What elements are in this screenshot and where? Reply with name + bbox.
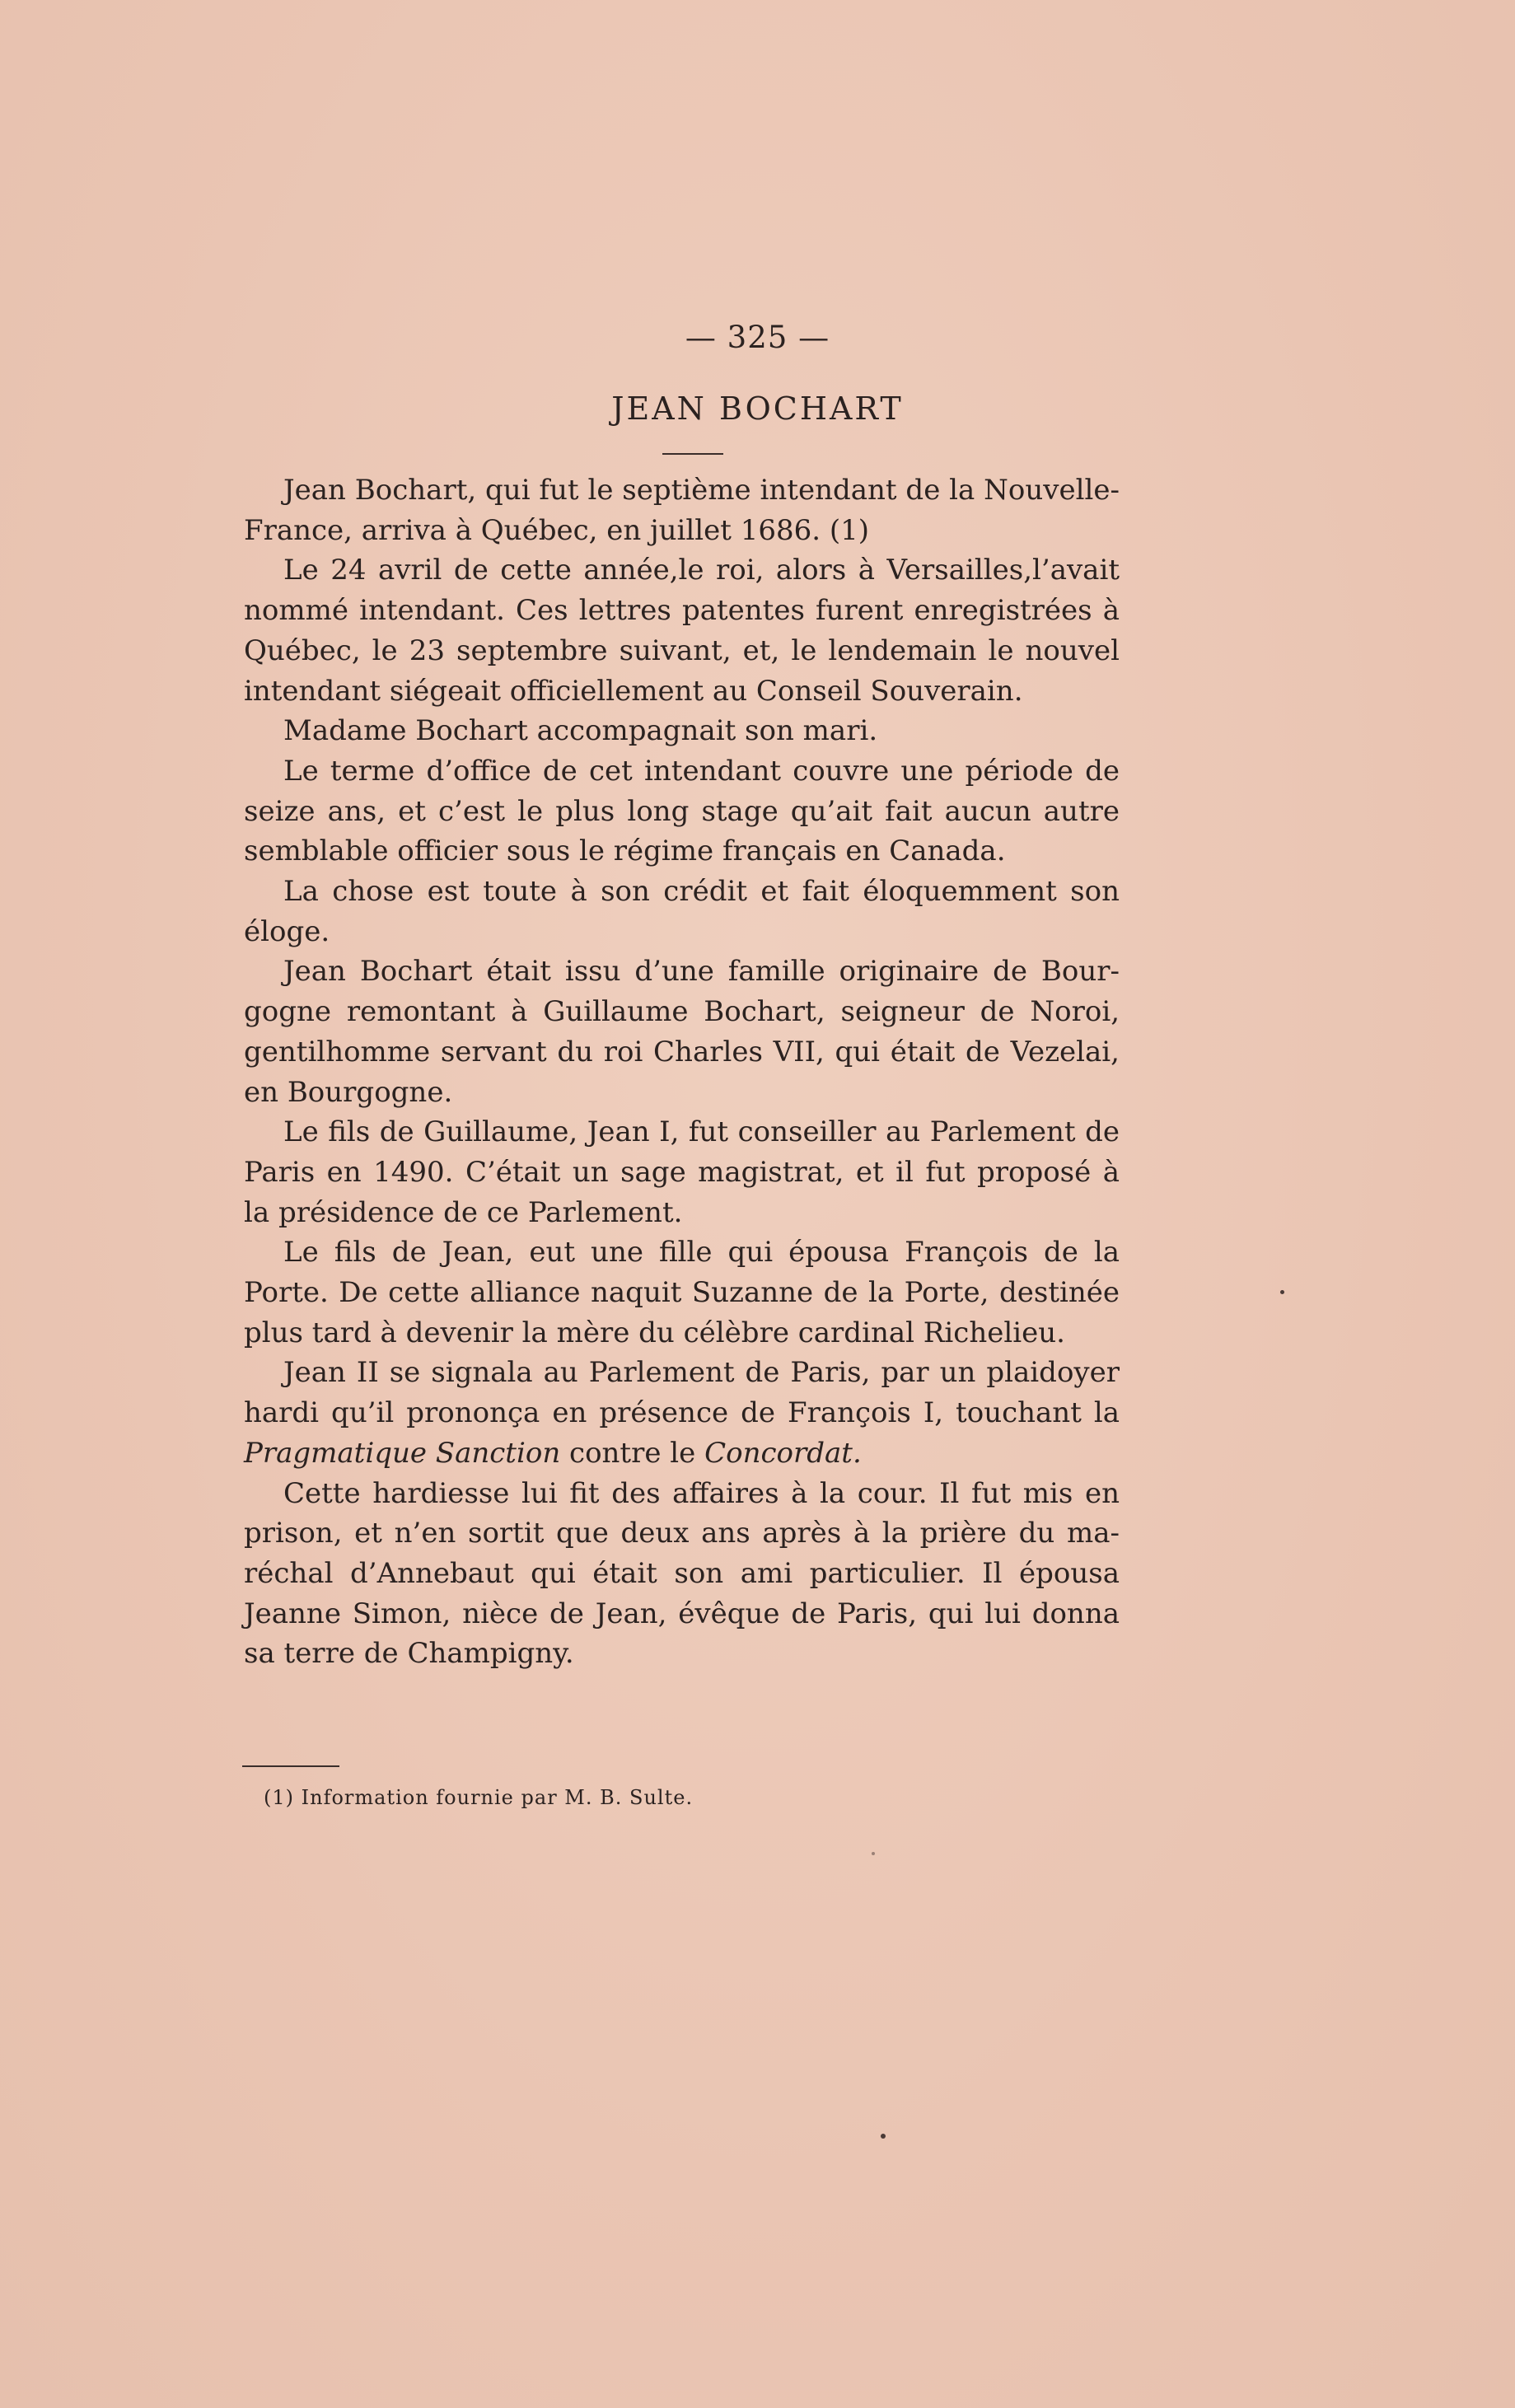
paragraph-9-text-mid: contre le	[560, 1436, 705, 1470]
chapter-title: JEAN BOCHART	[611, 390, 904, 427]
pragmatique-sanction-italic: Pragmatique Sanction	[244, 1436, 561, 1470]
paragraph-5: La chose est toute à son crédit et fait éloquemment son éloge.	[244, 875, 1120, 948]
paragraph-7: Le fils de Guillaume, Jean I, fut conseiller au Parlement de Paris en 1490. C’était un sage magistrat, et il fut proposé à la présidence de ce Parlement.	[244, 1115, 1120, 1229]
footnote: (1) Information fournie par M. B. Sulte.	[264, 1786, 694, 1809]
title-divider	[662, 453, 723, 455]
paragraph-2: Le 24 avril de cette année,le roi, alors à Versailles,l’avait nommé intendant. Ces lettres patentes furent enregistrées à Québec, le 23 septembre suivant, et, le lendemain le nouvel intendant siégeait officiellement au Conseil Souverain.	[244, 554, 1120, 708]
paragraph-4: Le terme d’office de cet intendant couvre une période de seize ans, et c’est le plus long stage qu’ait fait aucun autre semblable officier sous le régime français en Canada.	[244, 754, 1120, 868]
page-number: — 325 —	[685, 320, 830, 355]
paper-speck	[872, 1852, 875, 1855]
paper-speck	[1280, 1290, 1284, 1294]
paragraph-8: Le fils de Jean, eut une fille qui épousa François de la Porte. De cette alliance naquit Suzanne de la Porte, destinée plus tard à devenir la mère du célèbre cardinal Richelieu.	[244, 1236, 1120, 1349]
paragraph-10: Cette hardiesse lui fit des affaires à la cour. Il fut mis en prison, et n’en sortit que deux ans après à la prière du maréchal d’Annebaut qui était son ami particulier. Il épousa Jeanne Simon, nièce de Jean, évêque de Paris, qui lui donna sa terre de Champigny.	[244, 1476, 1120, 1671]
body-text	[244, 470, 1120, 1674]
paper-speck	[881, 2134, 886, 2139]
paragraph-9-text-start: Jean II se signala au Parlement de Paris, par un plaidoyer hardi qu’il prononça en présence de François I, touchant la	[244, 1356, 1120, 1430]
footnote-divider	[242, 1765, 339, 1767]
concordat-italic: Concordat.	[704, 1436, 862, 1470]
paragraph-6: Jean Bochart était issu d’une famille originaire de Bourgogne remontant à Guillaume Bochart, seigneur de Noroi, gentilhomme servant du roi Charles VII, qui était de Vezelai, en Bourgogne.	[244, 955, 1120, 1109]
paragraph-3: Madame Bochart accompagnait son mari.	[283, 714, 878, 748]
paragraph-9	[244, 1353, 1120, 1473]
paragraph-1: Jean Bochart, qui fut le septième intendant de la Nouvelle-France, arriva à Québec, en juillet 1686. (1)	[244, 474, 1120, 547]
